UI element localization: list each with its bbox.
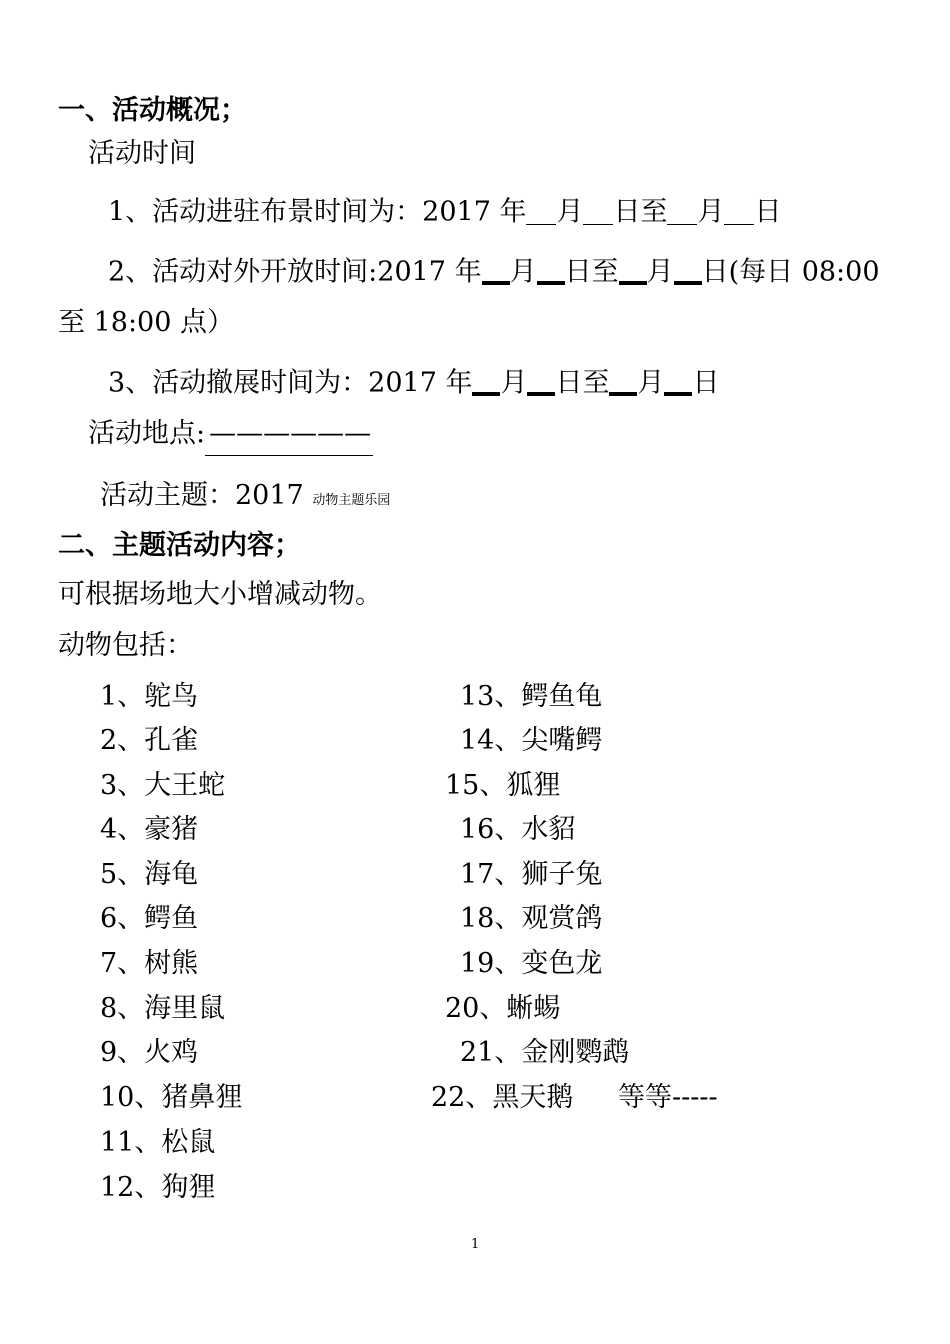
list-item: 9、火鸡: [100, 1037, 199, 1068]
blank-underline: [674, 253, 702, 285]
list-item: 18、观赏鸽: [460, 903, 603, 934]
list-item: 14、尖嘴鳄: [460, 725, 603, 756]
setup-time-line: 1、活动进驻布景时间为：2017 年 月 日至 月 日: [108, 196, 782, 228]
etc-text: 等等-----: [618, 1082, 718, 1113]
blank-underline: [664, 364, 692, 396]
open-time-line-cont: 至 18:00 点）: [58, 307, 234, 338]
blank-underline: [609, 364, 637, 396]
intro-text: 可根据场地大小增减动物。: [58, 579, 382, 610]
blank-underline: [724, 196, 754, 225]
list-item: 22、黑天鹅: [431, 1082, 574, 1113]
list-item: 15、狐狸: [445, 770, 561, 801]
list-item: 8、海里鼠: [100, 993, 226, 1024]
list-item: 7、树熊: [100, 948, 199, 979]
time-title: 活动时间: [88, 138, 196, 169]
list-item: 4、豪猪: [100, 814, 199, 845]
list-item: 17、狮子兔: [460, 859, 603, 890]
blank-underline: [583, 196, 613, 225]
list-item: 3、大王蛇: [100, 770, 226, 801]
blank-underline: [667, 196, 697, 225]
list-item: 20、蜥蜴: [445, 993, 561, 1024]
blank-underline: [472, 364, 500, 396]
list-item: 13、鳄鱼龟: [460, 681, 603, 712]
theme-small-text: 动物主题乐园: [312, 493, 391, 508]
list-item: 2、孔雀: [100, 725, 199, 756]
list-item: 12、狗狸: [100, 1172, 216, 1203]
page-number: 1: [471, 1237, 480, 1252]
section1-heading: 一、活动概况；: [58, 95, 247, 126]
blank-underline: [526, 196, 556, 225]
list-item: 16、水貂: [460, 814, 576, 845]
list-item: 21、金刚鹦鹉: [460, 1037, 630, 1068]
list-item: 5、海龟: [100, 859, 199, 890]
blank-underline: [537, 253, 565, 285]
list-item: 1、鸵鸟: [100, 681, 199, 712]
blank-underline: [527, 364, 555, 396]
teardown-time-line: 3、活动撤展时间为：2017 年 月 日至 月 日: [108, 364, 719, 396]
list-item: 11、松鼠: [100, 1127, 216, 1158]
list-item: 19、变色龙: [460, 948, 603, 979]
section2-heading: 二、主题活动内容；: [58, 530, 301, 561]
list-title: 动物包括：: [58, 630, 193, 661]
location-value: ——————: [205, 420, 373, 456]
location-line: 活动地点: ——————: [88, 420, 373, 456]
theme-line: 活动主题：2017 动物主题乐园: [100, 480, 391, 511]
blank-underline: [482, 253, 510, 285]
blank-underline: [619, 253, 647, 285]
list-item: 10、猪鼻狸: [100, 1082, 243, 1113]
list-item: 6、鳄鱼: [100, 903, 199, 934]
open-time-line: 2、活动对外开放时间:2017 年 月 日至 月 日(每日 08:00: [108, 253, 880, 285]
